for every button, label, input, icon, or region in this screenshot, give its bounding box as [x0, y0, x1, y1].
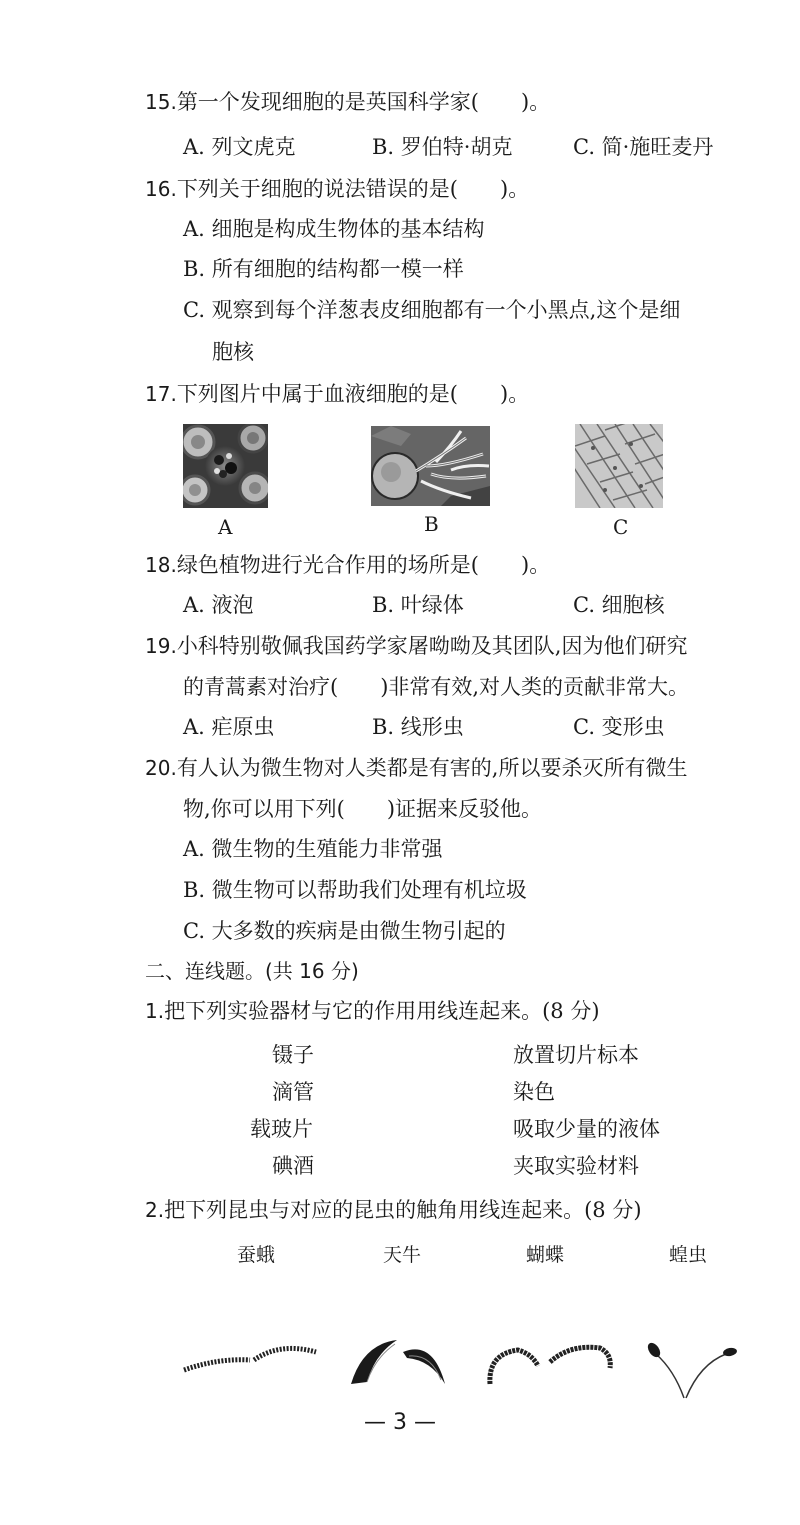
question-number: 1.: [145, 999, 165, 1023]
question-number: 19.: [145, 634, 177, 658]
setaceous-antennae-icon: [482, 1340, 617, 1388]
insect-name: 天牛: [383, 1244, 422, 1266]
q16-option-c: C. 观察到每个洋葱表皮细胞都有一个小黑点,这个是细: [183, 298, 681, 322]
question-20: [145, 754, 688, 782]
question-19: [145, 632, 688, 660]
q20-option-a: A. 微生物的生殖能力非常强: [183, 837, 443, 861]
function-item: 放置切片标本: [513, 1043, 639, 1067]
equipment-item: 碘酒: [272, 1154, 314, 1178]
plant-cells-image: [575, 424, 663, 508]
q15-option-c: C. 简·施旺麦丹: [573, 135, 714, 159]
question-text: 绿色植物进行光合作用的场所是( )。: [176, 553, 551, 577]
insect-name: 蝴蝶: [526, 1244, 565, 1266]
question-text: 把下列昆虫与对应的昆虫的触角用线连起来。(8 分): [164, 1198, 642, 1222]
question-15: [145, 88, 550, 116]
q16-option-b: B. 所有细胞的结构都一模一样: [183, 257, 464, 281]
question-18: [145, 551, 550, 579]
q18-option-b: B. 叶绿体: [372, 593, 464, 617]
q20-option-b: B. 微生物可以帮助我们处理有机垃圾: [183, 878, 527, 902]
image-label-b: B: [424, 512, 439, 536]
question-17: [145, 380, 529, 408]
function-item: 夹取实验材料: [513, 1154, 639, 1178]
q15-option-b: B. 罗伯特·胡克: [372, 135, 513, 159]
image-label-a: A: [218, 515, 233, 539]
insect-name: 蚕蛾: [237, 1244, 276, 1266]
filiform-antennae-icon: [180, 1336, 320, 1380]
question-number: 2.: [145, 1198, 165, 1222]
question-text: 第一个发现细胞的是英国科学家( )。: [176, 90, 551, 114]
matching-question-1: [145, 997, 600, 1025]
q18-option-a: A. 液泡: [183, 593, 254, 617]
page-number: — 3 —: [364, 1410, 436, 1435]
equipment-item: 滴管: [272, 1080, 314, 1104]
q19-option-b: B. 线形虫: [372, 715, 464, 739]
q19-option-a: A. 疟原虫: [183, 715, 275, 739]
function-item: 染色: [513, 1080, 555, 1104]
question-number: 16.: [145, 177, 177, 201]
question-19-continued: 的青蒿素对治疗( )非常有效,对人类的贡献非常大。: [183, 675, 690, 699]
question-16: [145, 175, 529, 203]
question-number: 18.: [145, 553, 177, 577]
function-item: 吸取少量的液体: [513, 1117, 660, 1141]
matching-question-2: [145, 1196, 642, 1224]
equipment-item: 载玻片: [250, 1117, 313, 1141]
feathered-antennae-icon: [345, 1334, 455, 1388]
question-text: 把下列实验器材与它的作用用线连起来。(8 分): [164, 999, 600, 1023]
blood-cells-image: [183, 424, 268, 508]
nerve-cell-image: [371, 426, 490, 506]
q16-option-a: A. 细胞是构成生物体的基本结构: [183, 217, 485, 241]
clubbed-antennae-icon: [644, 1340, 739, 1402]
question-number: 15.: [145, 90, 177, 114]
q19-option-c: C. 变形虫: [573, 715, 665, 739]
question-text: 有人认为微生物对人类都是有害的,所以要杀灭所有微生: [176, 756, 688, 780]
question-number: 20.: [145, 756, 177, 780]
question-number: 17.: [145, 382, 177, 406]
q15-option-a: A. 列文虎克: [183, 135, 296, 159]
question-text: 下列图片中属于血液细胞的是( )。: [176, 382, 530, 406]
question-text: 小科特别敬佩我国药学家屠呦呦及其团队,因为他们研究: [176, 634, 688, 658]
insect-name: 蝗虫: [669, 1244, 708, 1266]
question-20-continued: 物,你可以用下列( )证据来反驳他。: [183, 797, 543, 821]
image-label-c: C: [613, 515, 629, 539]
q16-option-c-continued: 胞核: [212, 340, 254, 364]
q20-option-c: C. 大多数的疾病是由微生物引起的: [183, 919, 506, 943]
question-text: 下列关于细胞的说法错误的是( )。: [176, 177, 530, 201]
q18-option-c: C. 细胞核: [573, 593, 665, 617]
section-title: 二、连线题。(共 16 分): [145, 959, 359, 983]
equipment-item: 镊子: [272, 1043, 314, 1067]
